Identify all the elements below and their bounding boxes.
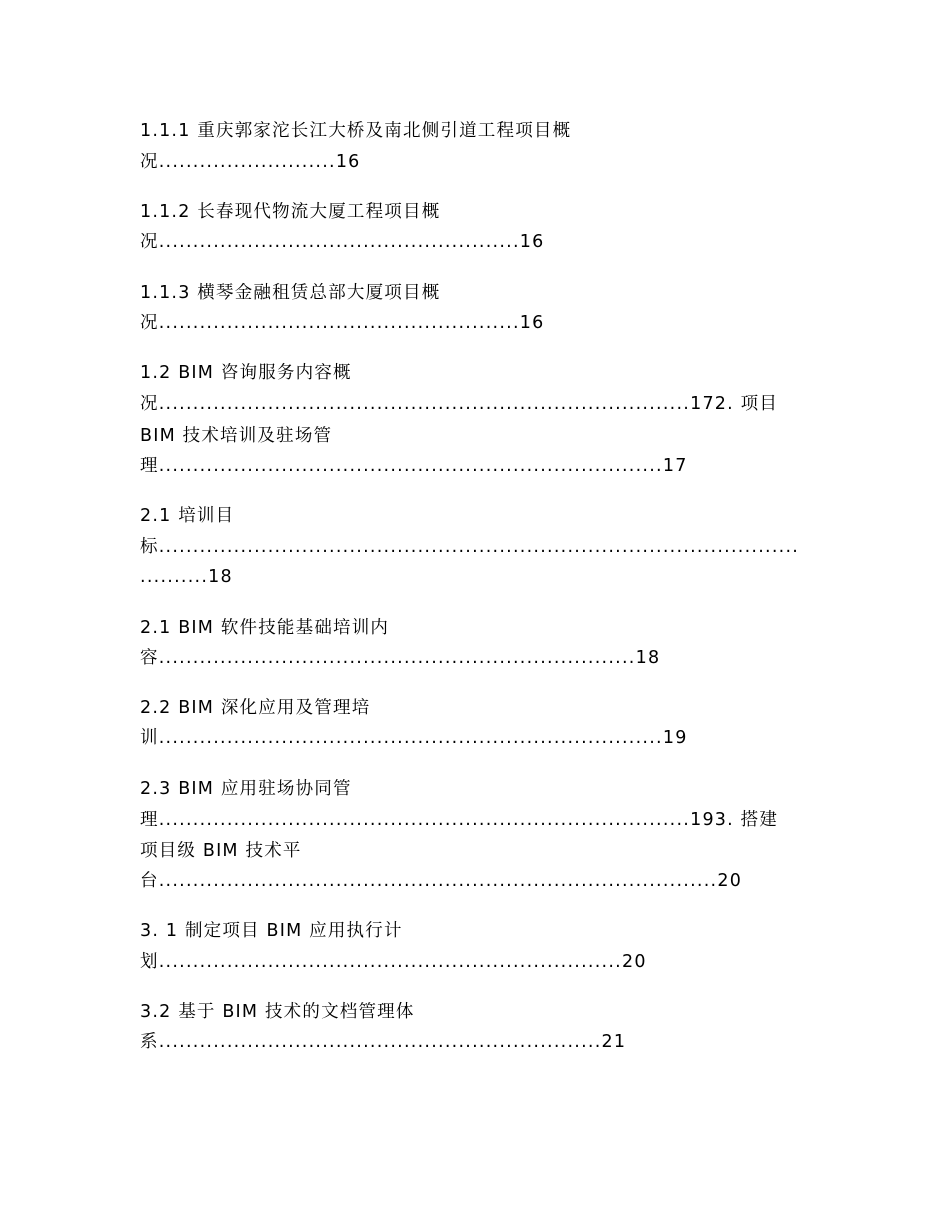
toc-page-number: 17 bbox=[662, 456, 688, 476]
toc-entry-title: 项目级 BIM 技术平 bbox=[140, 841, 302, 861]
toc-page-number: 193. 搭建 bbox=[690, 810, 779, 830]
toc-entry-leader[interactable] bbox=[140, 312, 544, 334]
toc-page-number: 20 bbox=[621, 952, 647, 972]
toc-entry-title: BIM 技术培训及驻场管 bbox=[140, 426, 333, 446]
toc-dots: .......................... bbox=[158, 152, 336, 172]
toc-dots: .................................................................................. bbox=[158, 871, 718, 891]
toc-entry-title: 1.1.2 长春现代物流大厦工程项目概 bbox=[140, 202, 441, 222]
toc-lead: 况 bbox=[140, 313, 159, 333]
toc-entry-leader[interactable] bbox=[140, 151, 361, 173]
toc-dots: .......... bbox=[140, 567, 209, 587]
toc-lead: 台 bbox=[140, 871, 159, 891]
toc-entry-leader[interactable] bbox=[140, 647, 660, 669]
toc-dots: .......................................................................... bbox=[158, 728, 663, 748]
toc-dots: .............................................................................. bbox=[158, 810, 691, 830]
toc-lead: 况 bbox=[140, 152, 159, 172]
toc-entry-leader[interactable] bbox=[140, 809, 778, 831]
toc-page-number: 16 bbox=[335, 152, 361, 172]
toc-lead: 理 bbox=[140, 456, 159, 476]
toc-page-number: 21 bbox=[601, 1032, 627, 1052]
toc-page-number: 19 bbox=[662, 728, 688, 748]
toc-entry-leader[interactable] bbox=[140, 870, 742, 892]
toc-dots: ...................................................................... bbox=[158, 648, 636, 668]
toc-entry-title: 1.2 BIM 咨询服务内容概 bbox=[140, 363, 352, 383]
toc-entry-title: 2.1 培训目 bbox=[140, 506, 235, 526]
toc-entry-leader-continued[interactable] bbox=[140, 566, 233, 588]
toc-entry-leader[interactable] bbox=[140, 455, 688, 477]
toc-page-number: 18 bbox=[635, 648, 661, 668]
toc-entry-title: 2.2 BIM 深化应用及管理培 bbox=[140, 698, 371, 718]
toc-dots: .......................................................................... bbox=[158, 456, 663, 476]
toc-dots: .................................................................... bbox=[158, 952, 622, 972]
toc-page-number: 16 bbox=[519, 313, 545, 333]
toc-lead: 理 bbox=[140, 810, 159, 830]
toc-page-number: 172. 项目 bbox=[690, 394, 779, 414]
toc-lead: 况 bbox=[140, 394, 159, 414]
toc-entry-leader[interactable] bbox=[140, 727, 688, 749]
toc-lead: 况 bbox=[140, 232, 159, 252]
toc-page-number: 16 bbox=[519, 232, 545, 252]
toc-entry-leader[interactable] bbox=[140, 231, 544, 253]
toc-entry-title: 3.2 基于 BIM 技术的文档管理体 bbox=[140, 1002, 415, 1022]
toc-page-number: 20 bbox=[717, 871, 743, 891]
toc-lead: 划 bbox=[140, 952, 159, 972]
toc-dots: ..................................................... bbox=[158, 232, 520, 252]
toc-lead: 系 bbox=[140, 1032, 159, 1052]
toc-page-number: 18 bbox=[208, 567, 233, 587]
toc-entry-leader[interactable] bbox=[140, 393, 778, 415]
toc-dots: ................................................................. bbox=[158, 1032, 602, 1052]
toc-lead: 标 bbox=[140, 537, 159, 557]
toc-lead: 训 bbox=[140, 728, 159, 748]
toc-lead: 容 bbox=[140, 648, 159, 668]
toc-entry-title: 2.3 BIM 应用驻场协同管 bbox=[140, 779, 352, 799]
toc-entry-title: 2.1 BIM 软件技能基础培训内 bbox=[140, 618, 390, 638]
toc-entry-title: 1.1.3 横琴金融租赁总部大厦项目概 bbox=[140, 283, 441, 303]
toc-entry-leader[interactable] bbox=[140, 951, 647, 973]
toc-dots: .............................................................................. bbox=[158, 394, 691, 414]
toc-entry-title: 1.1.1 重庆郭家沱长江大桥及南北侧引道工程项目概 bbox=[140, 121, 572, 141]
toc-entry-leader[interactable] bbox=[140, 1031, 626, 1053]
toc-entry-leader[interactable] bbox=[140, 536, 799, 558]
toc-dots: .............................................................................................. bbox=[158, 537, 800, 557]
toc-entry-title: 3. 1 制定项目 BIM 应用执行计 bbox=[140, 921, 403, 941]
toc-dots: ..................................................... bbox=[158, 313, 520, 333]
